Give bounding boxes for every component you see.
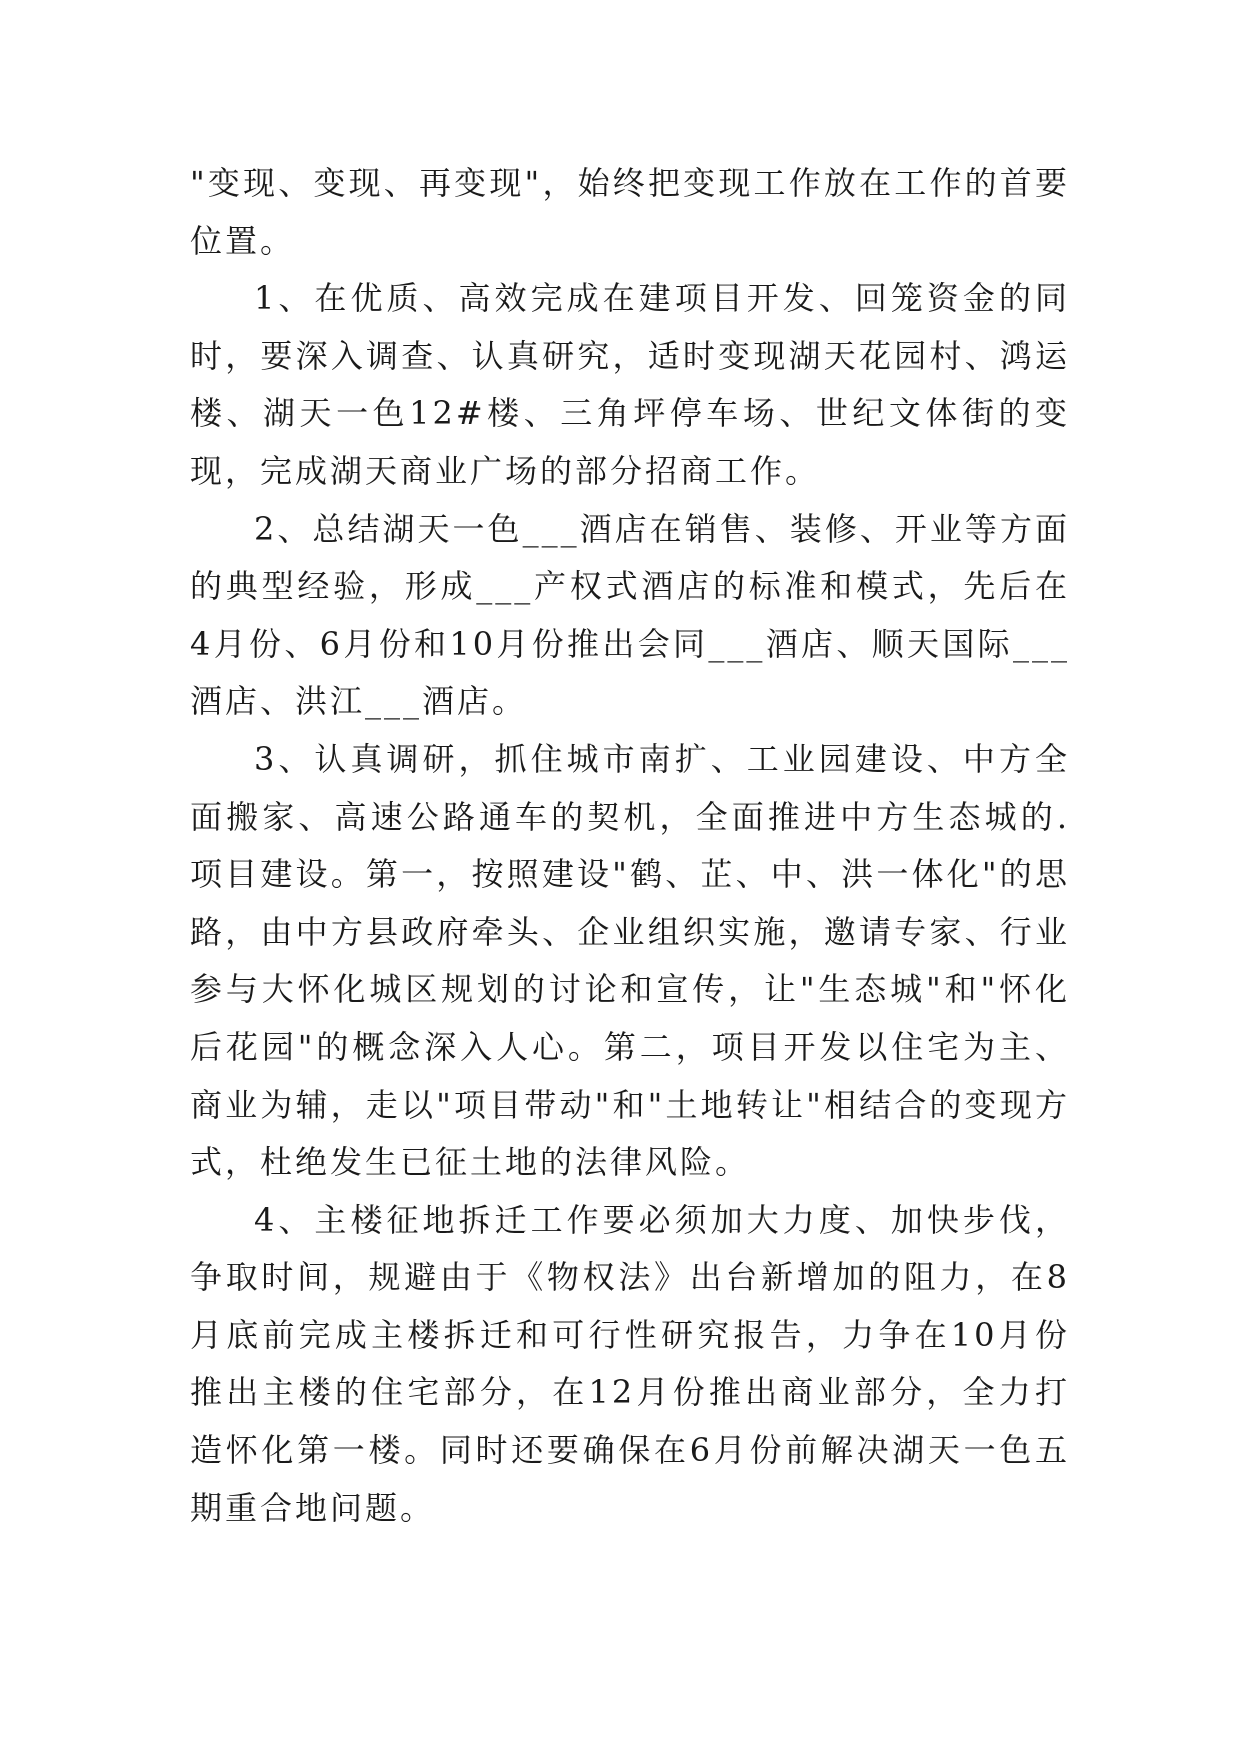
paragraph-item-2: 2、总结湖天一色___酒店在销售、装修、开业等方面的典型经验，形成___产权式酒店的标准和模式，先后在4月份、6月份和10月份推出会同___酒店、顺天国际___酒店、洪江___酒店。 bbox=[190, 509, 1070, 721]
paragraph-item-4: 4、主楼征地拆迁工作要必须加大力度、加快步伐，争取时间，规避由于《物权法》出台新增加的阻力，在8月底前完成主楼拆迁和可行性研究报告，力争在10月份推出主楼的住宅部分，在12月份推出商业部分，全力打造怀化第一楼。同时还要确保在6月份前解决湖天一色五期重合地问题。 bbox=[190, 1200, 1070, 1527]
paragraph-item-1: 1、在优质、高效完成在建项目开发、回笼资金的同时，要深入调查、认真研究，适时变现湖天花园村、鸿运楼、湖天一色12#楼、三角坪停车场、世纪文体街的变现，完成湖天商业广场的部分招商工作。 bbox=[190, 279, 1070, 490]
document-body bbox=[190, 155, 1070, 1537]
paragraph-item-3: 3、认真调研，抓住城市南扩、工业园建设、中方全面搬家、高速公路通车的契机，全面推进中方生态城的.项目建设。第一，按照建设"鹤、芷、中、洪一体化"的思路，由中方县政府牵头、企业组织实施，邀请专家、行业参与大怀化城区规划的讨论和宣传，让"生态城"和"怀化后花园"的概念深入人心。第二，项目开发以住宅为主、商业为辅，走以"项目带动"和"土地转让"相结合的变现方式，杜绝发生已征土地的法律风险。 bbox=[190, 739, 1070, 1182]
paragraph-intro: "变现、变现、再变现"，始终把变现工作放在工作的首要位置。 bbox=[190, 164, 1070, 260]
